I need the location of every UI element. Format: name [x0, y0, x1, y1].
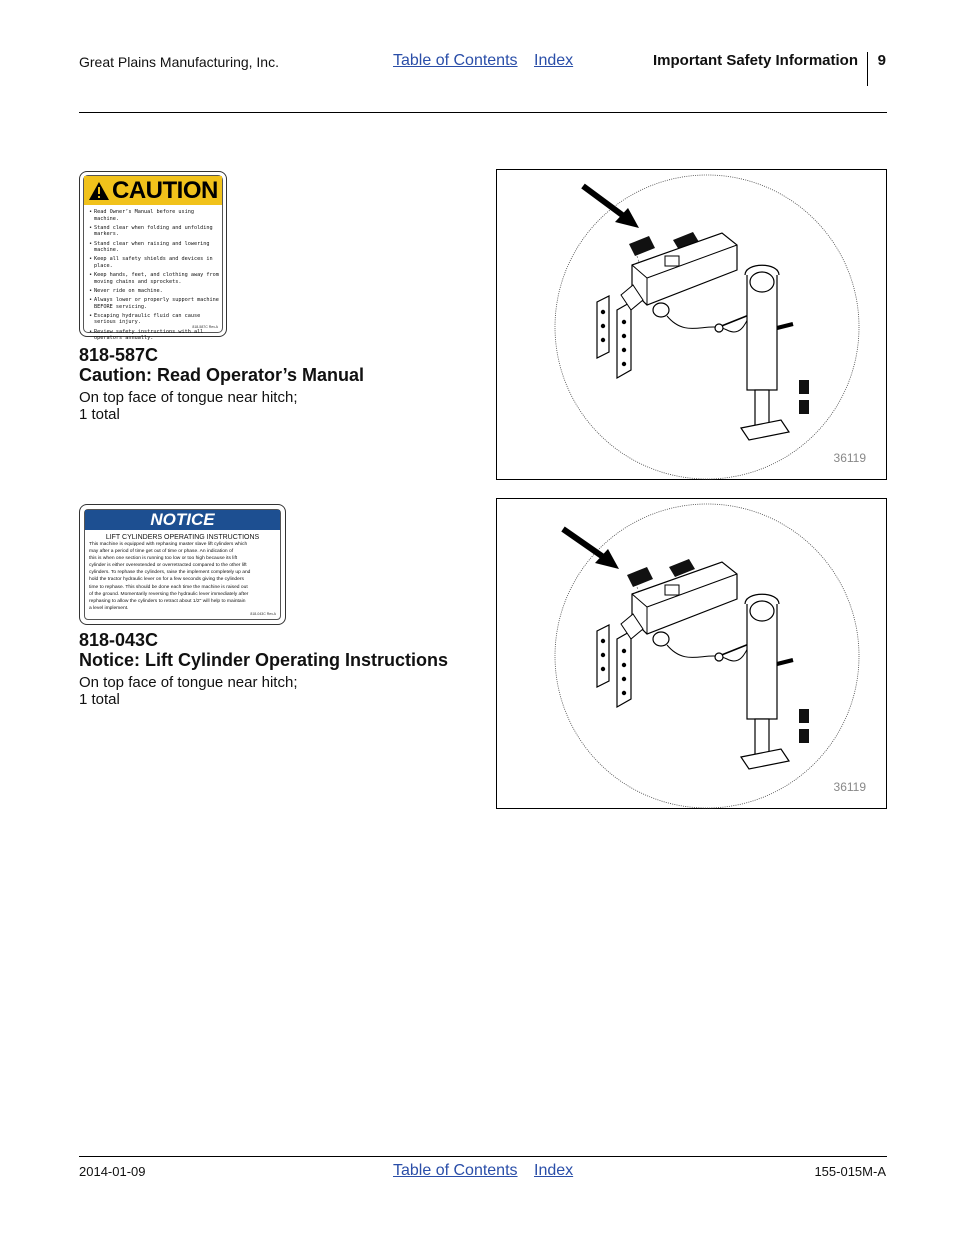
footer-date: 2014-01-09: [79, 1164, 146, 1179]
item-title: Notice: Lift Cylinder Operating Instructions: [79, 650, 449, 670]
notice-line: cylinder is either overextended or overretracted compared to the other lift: [89, 563, 247, 569]
item-title: Caution: Read Operator’s Manual: [79, 365, 365, 385]
company-name: Great Plains Manufacturing, Inc.: [79, 54, 279, 70]
item-location: On top face of tongue near hitch;: [79, 389, 298, 406]
footer-index-link[interactable]: Index: [534, 1162, 574, 1179]
caution-bullet: • Stand clear when folding and unfolding markers.: [89, 225, 219, 238]
page-header: [79, 50, 886, 90]
footer-rule: [79, 1156, 887, 1157]
notice-line: of the ground. Momentarily reversing the hydraulic lever immediately after: [89, 591, 249, 597]
notice-signal-word: NOTICE: [150, 510, 215, 529]
notice-line: cylinders. To rephase the cylinders, raise the implement completely up and: [89, 570, 251, 576]
hitch-jack-illustration: [497, 170, 886, 479]
item-part-number: 818-587C: [79, 345, 159, 365]
notice-line: may after a period of time get out of time or phase. An indication of: [89, 549, 234, 555]
caution-bullet: • Stand clear when raising and lowering machine.: [89, 241, 219, 254]
caution-decal-image: [79, 171, 227, 342]
figure-number: 36119: [833, 451, 866, 465]
header-divider: [867, 52, 868, 86]
notice-line: time to rephase. This should be done each time the machine is raised out: [89, 584, 248, 590]
caution-bullet: • Read Owner’s Manual before using machine.: [89, 209, 219, 222]
notice-header-bar: [85, 510, 280, 530]
section-title: Important Safety Information: [652, 52, 858, 69]
notice-line: a level implement.: [89, 605, 129, 611]
item-description: [79, 674, 379, 708]
notice-body: [85, 541, 280, 612]
caution-bullet: • Escaping hydraulic fluid can cause serious injury.: [89, 313, 219, 326]
footer-toc-link[interactable]: Table of Contents: [393, 1162, 518, 1179]
notice-line: hold the tractor hydraulic lever on for a few seconds giving the cylinders: [89, 577, 244, 583]
item-description: [79, 389, 379, 423]
caution-bullet: • Keep hands, feet, and clothing away from moving chains and sprockets.: [89, 272, 219, 285]
notice-decal-code: 818-043C Rev.A: [250, 612, 276, 616]
page-number: 9: [877, 52, 886, 69]
notice-decal-image: [79, 504, 286, 625]
header-toc-link[interactable]: Table of Contents: [393, 52, 518, 69]
decal-location-figure: [496, 169, 887, 480]
figure-number: 36119: [833, 780, 866, 794]
caution-decal-code: 818-587C Rev.A: [192, 325, 218, 329]
header-rule: [79, 112, 887, 113]
caution-bullet: • Always lower or properly support machine BEFORE servicing.: [89, 297, 219, 310]
hitch-jack-illustration: [497, 499, 886, 808]
notice-line: this is when one section is running too low or too high because its lift: [89, 556, 238, 562]
decal-location-figure: [496, 498, 887, 809]
item-quantity: 1 total: [79, 406, 120, 423]
header-index-link[interactable]: Index: [534, 52, 574, 69]
caution-bullet-list: [84, 205, 222, 342]
item-part-number: 818-043C: [79, 630, 159, 650]
caution-signal-word: CAUTION: [112, 176, 218, 204]
notice-line: rephasing to allow the cylinders to retract about 1/2" will help to maintain: [89, 598, 246, 604]
caution-bullet: • Keep all safety shields and devices in place.: [89, 256, 219, 269]
footer-doc-number: 155-015M-A: [814, 1164, 886, 1179]
item-quantity: 1 total: [79, 691, 120, 708]
notice-line: This machine is equipped with rephasing master slave lift cylinders which: [89, 542, 248, 547]
item-location: On top face of tongue near hitch;: [79, 674, 298, 691]
notice-heading: LIFT CYLINDERS OPERATING INSTRUCTIONS: [105, 534, 260, 541]
caution-bullet: • Never ride on machine.: [89, 288, 219, 295]
caution-bullet: • Review safety instructions with all operators annually.: [89, 329, 219, 342]
warning-triangle-icon: [88, 181, 110, 201]
caution-header-bar: [84, 176, 222, 205]
